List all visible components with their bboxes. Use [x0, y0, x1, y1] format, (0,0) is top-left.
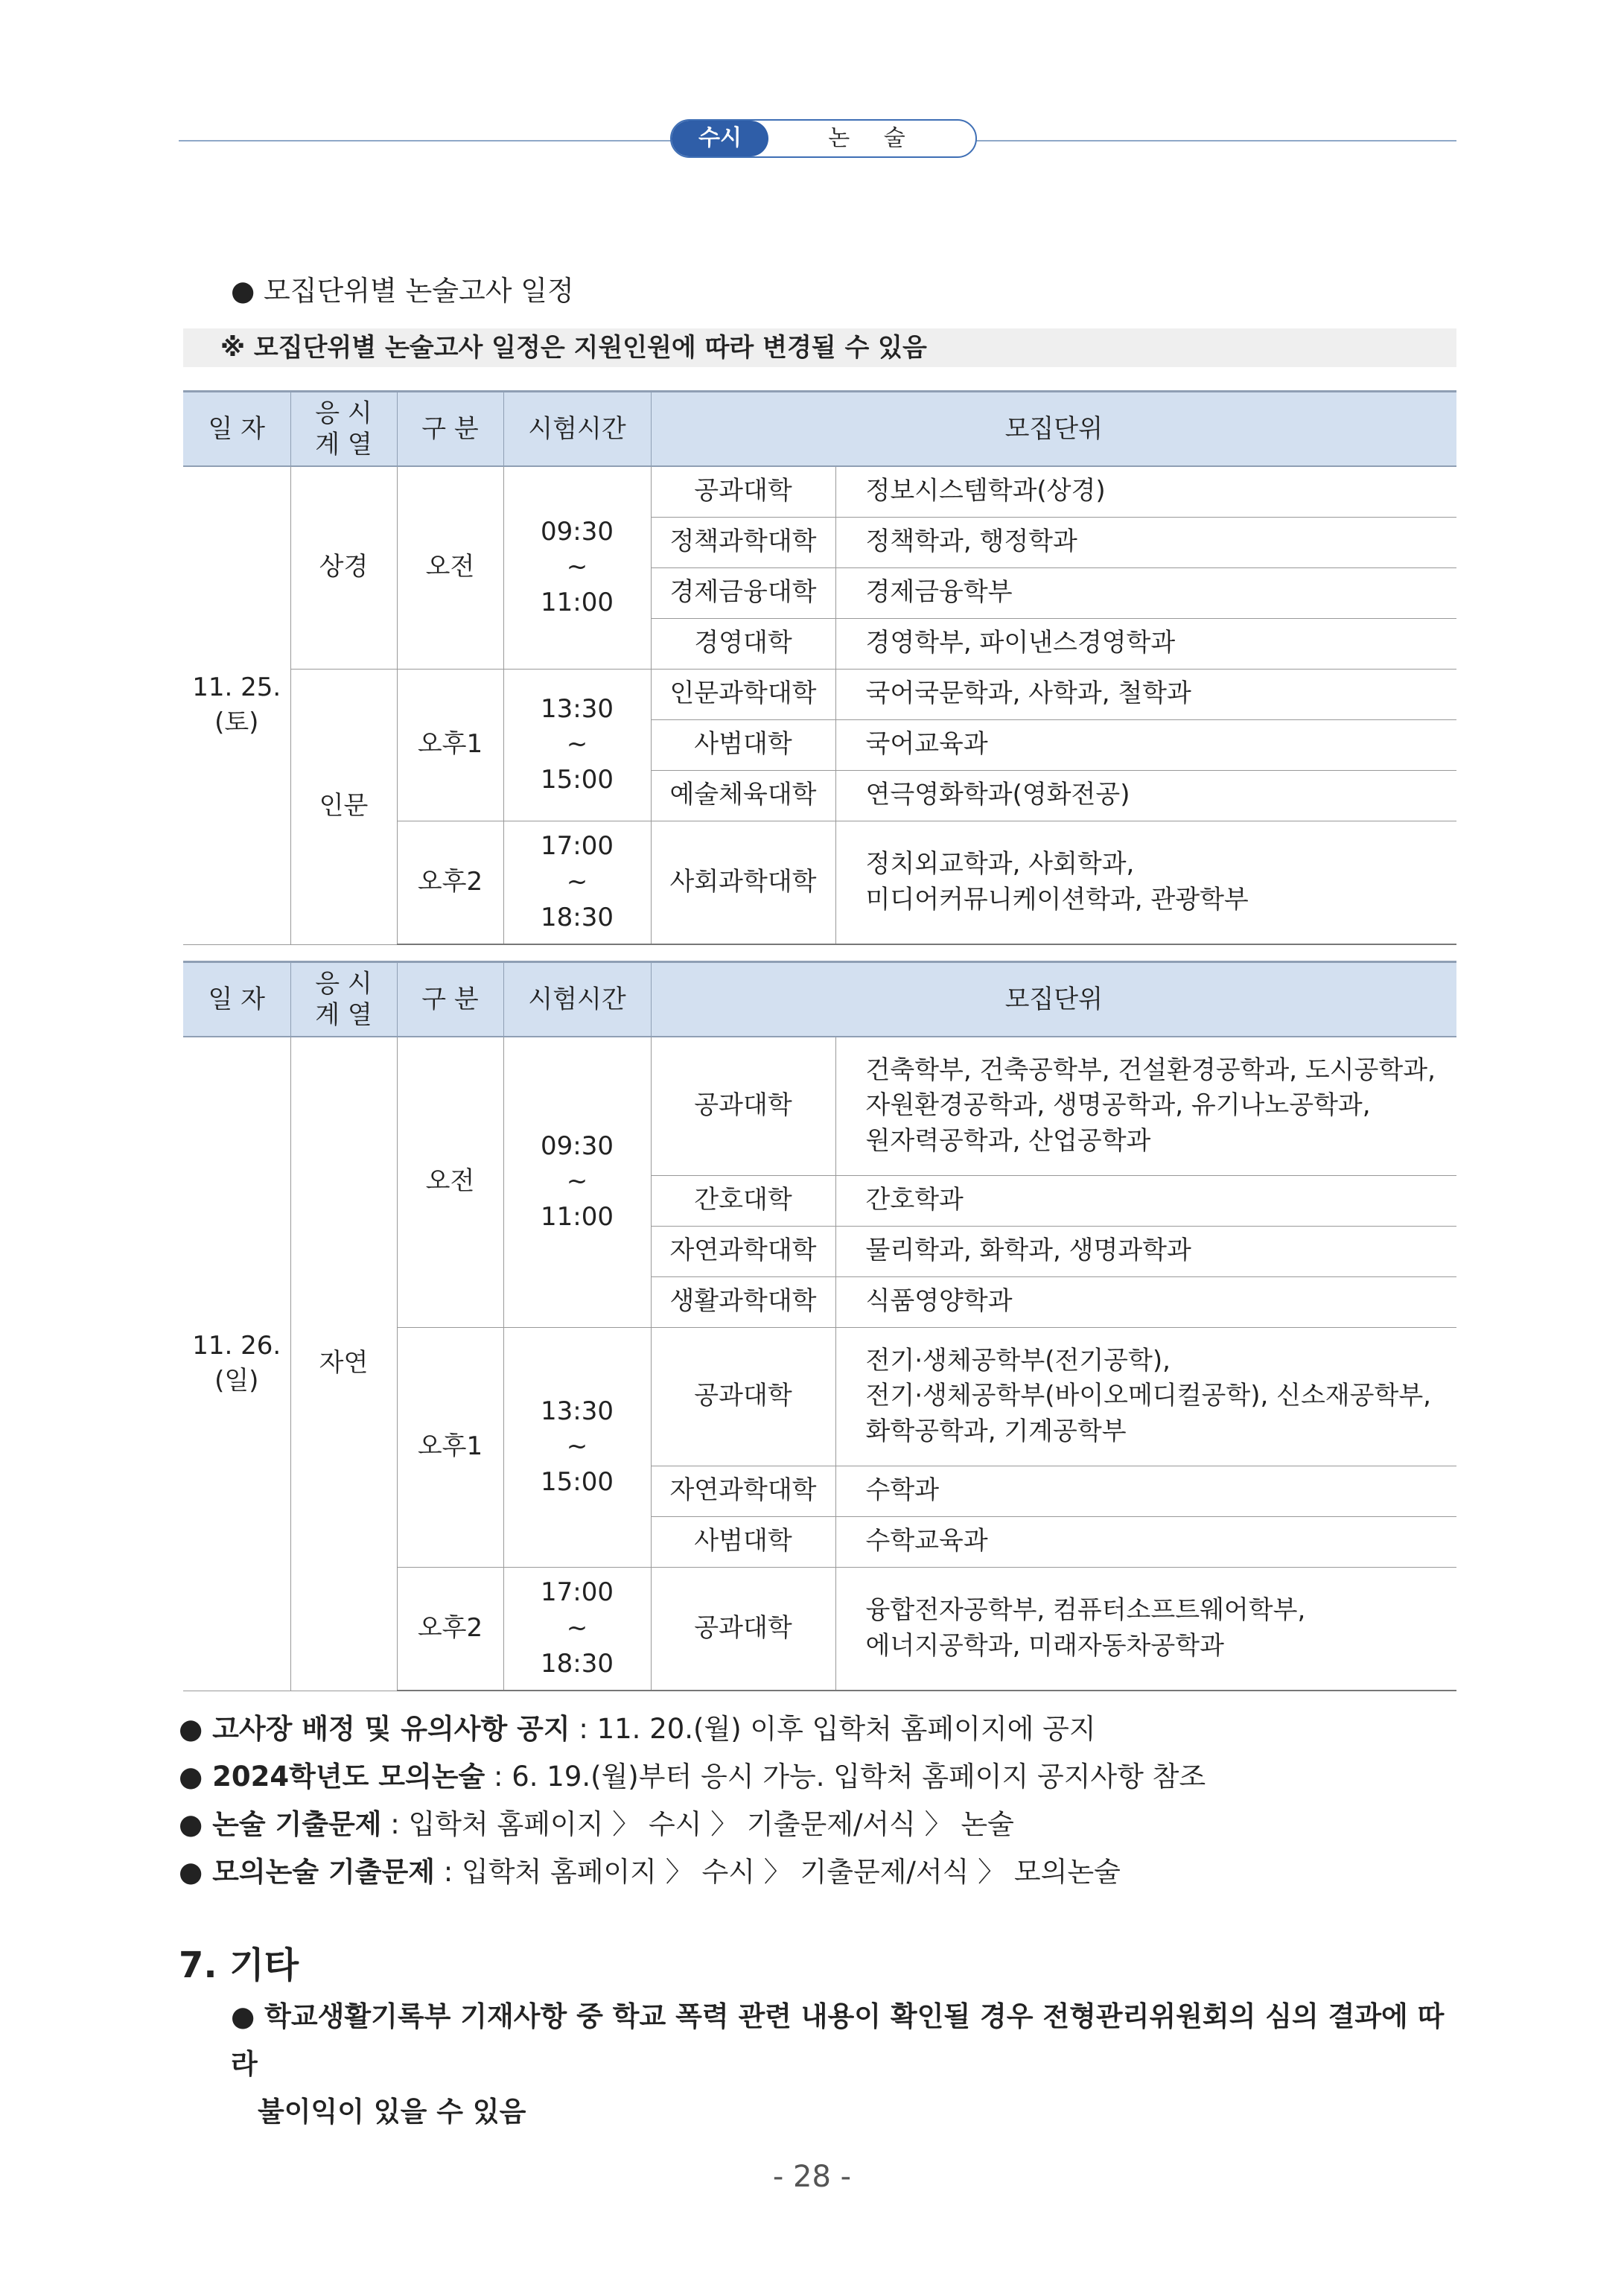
section-body: ● 학교생활기록부 기재사항 중 학교 폭력 관련 내용이 확인될 경우 전형관리위원회의 심의 결과에 따라 불이익이 있을 수 있음: [231, 2000, 1445, 2128]
section-tag: 수시: [672, 121, 768, 156]
header-section: 구 분: [397, 962, 503, 1037]
note-item: ● 모의논술 기출문제 : 입학처 홈페이지 〉 수시 〉 기출문제/서식 〉 모의논술: [179, 1856, 1121, 1888]
header-time: 시험시간: [503, 962, 651, 1037]
schedule-note: ※ 모집단위별 논술고사 일정은 지원인원에 따라 변경될 수 있음: [183, 328, 1456, 367]
college-cell: 자연과학대학: [651, 1226, 835, 1276]
time-cell: 09:30 ~ 11:00: [503, 1037, 651, 1327]
college-cell: 공과대학: [651, 466, 835, 517]
dept-cell: 국어교육과: [835, 719, 1456, 770]
note-item: ● 2024학년도 모의논술 : 6. 19.(월)부터 응시 가능. 입학처 홈페이지 공지사항 참조: [179, 1761, 1206, 1793]
dept-cell: 연극영화학과(영화전공): [835, 770, 1456, 821]
dept-cell: 식품영양학과: [835, 1276, 1456, 1327]
header-time: 시험시간: [503, 392, 651, 467]
dept-cell: 융합전자공학부, 컴퓨터소프트웨어학부, 에너지공학과, 미래자동차공학과: [835, 1567, 1456, 1691]
college-cell: 경제금융대학: [651, 567, 835, 618]
section-cell: 오전: [397, 466, 503, 669]
college-cell: 자연과학대학: [651, 1466, 835, 1516]
time-cell: 17:00 ~ 18:30: [503, 1567, 651, 1691]
field-cell: 자연: [290, 1037, 397, 1691]
table-row: [183, 1037, 1456, 1175]
college-cell: 생활과학대학: [651, 1276, 835, 1327]
table-row: [183, 669, 1456, 719]
section-tab: [670, 119, 977, 158]
header-date: 일 자: [183, 962, 290, 1037]
note-item: ● 고사장 배정 및 유의사항 공지 : 11. 20.(월) 이후 입학처 홈페이지에 공지: [179, 1713, 1096, 1745]
dept-cell: 경제금융학부: [835, 567, 1456, 618]
dept-cell: 수학과: [835, 1466, 1456, 1516]
section-title: 논 술: [828, 125, 919, 151]
college-cell: 사범대학: [651, 1516, 835, 1567]
notes-list: [179, 1705, 1206, 1896]
dept-cell: 수학교육과: [835, 1516, 1456, 1567]
page-number: - 28 -: [772, 2160, 852, 2194]
dept-cell: 건축학부, 건축공학부, 건설환경공학과, 도시공학과, 자원환경공학과, 생명공학과, 유기나노공학과, 원자력공학과, 산업공학과: [835, 1037, 1456, 1175]
college-cell: 공과대학: [651, 1567, 835, 1691]
table-header-row: [183, 392, 1456, 467]
dept-cell: 경영학부, 파이낸스경영학과: [835, 618, 1456, 669]
time-cell: 13:30 ~ 15:00: [503, 669, 651, 821]
header-field: 응 시 계 열: [290, 392, 397, 467]
section-cell: 오후2: [397, 1567, 503, 1691]
time-cell: 17:00 ~ 18:30: [503, 821, 651, 944]
section-cell: 오전: [397, 1037, 503, 1327]
dept-cell: 정치외교학과, 사회학과, 미디어커뮤니케이션학과, 관광학부: [835, 821, 1456, 944]
note-item: ● 논술 기출문제 : 입학처 홈페이지 〉 수시 〉 기출문제/서식 〉 논술: [179, 1808, 1014, 1840]
college-cell: 공과대학: [651, 1037, 835, 1175]
schedule-table-2: [183, 961, 1456, 1691]
date-cell: 11. 25. (토): [183, 466, 290, 944]
college-cell: 정책과학대학: [651, 517, 835, 567]
college-cell: 사회과학대학: [651, 821, 835, 944]
header-unit: 모집단위: [651, 392, 1456, 467]
college-cell: 인문과학대학: [651, 669, 835, 719]
dept-cell: 물리학과, 화학과, 생명과학과: [835, 1226, 1456, 1276]
section-cell: 오후1: [397, 669, 503, 821]
time-cell: 09:30 ~ 11:00: [503, 466, 651, 669]
college-cell: 공과대학: [651, 1327, 835, 1466]
college-cell: 경영대학: [651, 618, 835, 669]
section-cell: 오후2: [397, 821, 503, 944]
section-heading: 7. 기타: [179, 1944, 299, 1986]
field-cell: 상경: [290, 466, 397, 669]
date-cell: 11. 26. (일): [183, 1037, 290, 1691]
schedule-heading: ● 모집단위별 논술고사 일정: [231, 275, 574, 307]
college-cell: 간호대학: [651, 1175, 835, 1226]
field-cell: 인문: [290, 669, 397, 944]
section-cell: 오후1: [397, 1327, 503, 1567]
college-cell: 사범대학: [651, 719, 835, 770]
schedule-table-1: [183, 390, 1456, 945]
dept-cell: 간호학과: [835, 1175, 1456, 1226]
time-cell: 13:30 ~ 15:00: [503, 1327, 651, 1567]
dept-cell: 국어국문학과, 사학과, 철학과: [835, 669, 1456, 719]
header-section: 구 분: [397, 392, 503, 467]
dept-cell: 전기·생체공학부(전기공학), 전기·생체공학부(바이오메디컬공학), 신소재공학부, 화학공학과, 기계공학부: [835, 1327, 1456, 1466]
college-cell: 예술체육대학: [651, 770, 835, 821]
table-header-row: [183, 962, 1456, 1037]
dept-cell: 정책학과, 행정학과: [835, 517, 1456, 567]
header-field: 응 시 계 열: [290, 962, 397, 1037]
dept-cell: 정보시스템학과(상경): [835, 466, 1456, 517]
header-unit: 모집단위: [651, 962, 1456, 1037]
table-row: [183, 466, 1456, 517]
header-date: 일 자: [183, 392, 290, 467]
